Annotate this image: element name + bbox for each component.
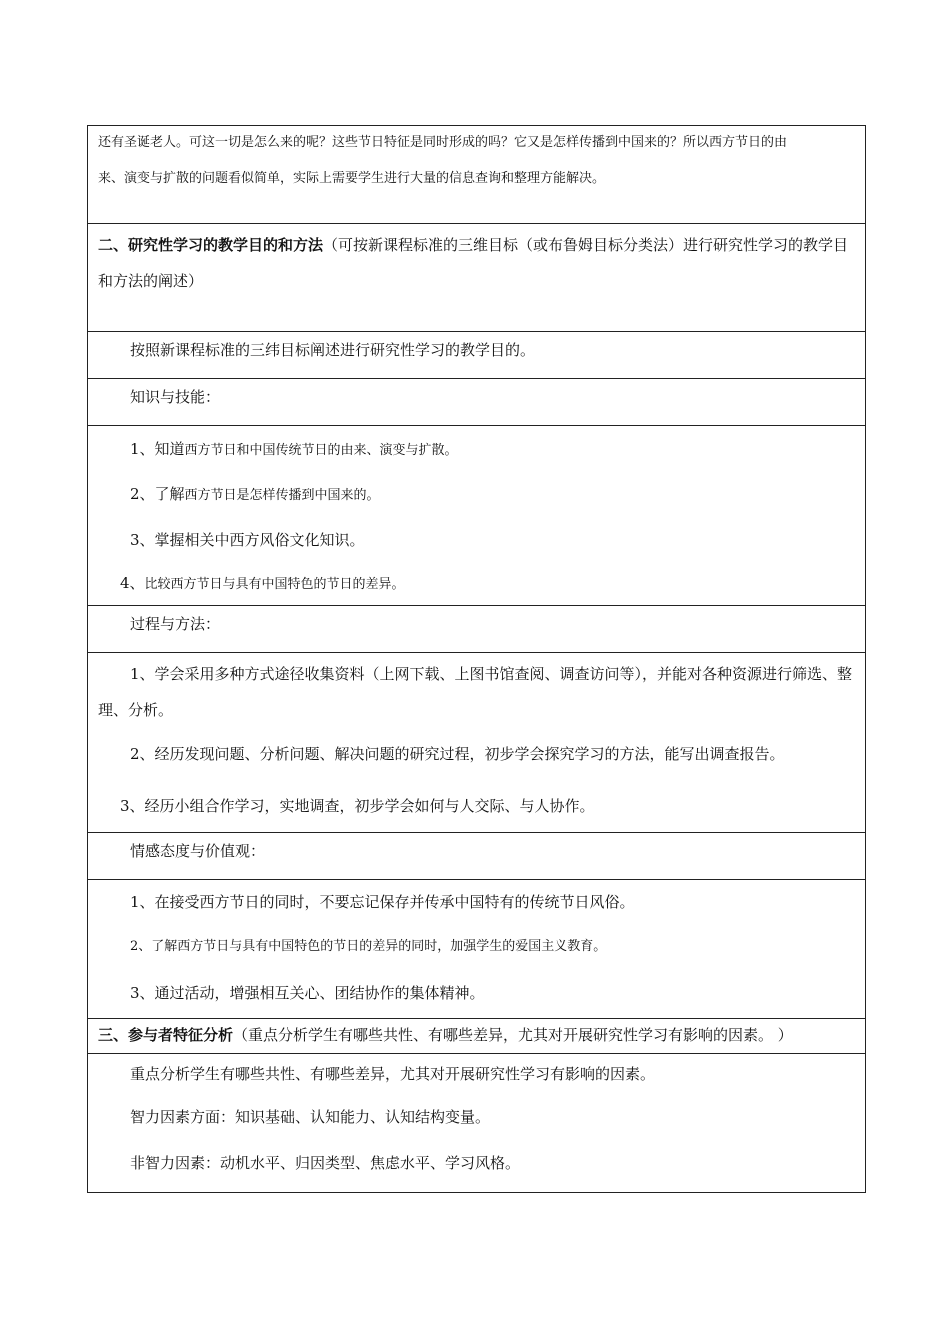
knowledge-item-1-rest: 西方节日和中国传统节日的由来、演变与扩散。	[184, 443, 458, 458]
section2-intro-row	[88, 332, 866, 379]
emotion-item-2: 2、了解西方节日与具有中国特色的节日的差异的同时，加强学生的爱国主义教育。	[130, 939, 607, 954]
process-title: 过程与方法：	[130, 615, 221, 633]
knowledge-item-3-lead: 3、掌握相关中西方风俗文化知识。	[130, 531, 365, 549]
intro-row	[88, 126, 866, 224]
knowledge-item-1	[98, 428, 855, 472]
emotion-items-cell	[88, 880, 866, 1019]
section3-items-cell	[88, 1054, 866, 1193]
section3-heading	[98, 1019, 855, 1051]
process-title-row	[88, 606, 866, 653]
emotion-title-row	[88, 833, 866, 880]
section3-item-3: 非智力因素：动机水平、归因类型、焦虑水平、学习风格。	[130, 1154, 521, 1172]
emotion-item-1: 1、在接受西方节日的同时，不要忘记保存并传承中国特有的传统节日风俗。	[130, 893, 635, 911]
process-item-1: 1、学会采用多种方式途径收集资料（上网下载、上图书馆查阅、调查访问等），并能对各种资源进行筛选、整理、分析。	[98, 665, 853, 719]
knowledge-title-cell	[88, 379, 866, 426]
knowledge-items-cell	[88, 426, 866, 606]
knowledge-title-row	[88, 379, 866, 426]
emotion-title: 情感态度与价值观：	[130, 842, 266, 860]
lesson-plan-table	[87, 125, 866, 1193]
emotion-item-3: 3、通过活动，增强相互关心、团结协作的集体精神。	[130, 984, 485, 1002]
section2-intro-text: 按照新课程标准的三纬目标阐述进行研究性学习的教学目的。	[130, 341, 536, 359]
knowledge-item-2-lead: 2、了解	[130, 485, 185, 503]
process-items-row	[88, 653, 866, 833]
process-title-cell	[88, 606, 866, 653]
section3-heading-cell	[88, 1019, 866, 1054]
process-item-3: 3、经历小组合作学习，实地调查，初步学会如何与人交际、与人协作。	[120, 797, 595, 815]
section2-heading-row	[88, 224, 866, 332]
emotion-items-row	[88, 880, 866, 1019]
knowledge-item-2	[98, 472, 855, 518]
section3-item-1: 重点分析学生有哪些共性、有哪些差异，尤其对开展研究性学习有影响的因素。	[130, 1065, 656, 1083]
section2-heading	[98, 227, 855, 299]
knowledge-item-2-rest: 西方节日是怎样传播到中国来的。	[184, 488, 380, 503]
section3-heading-bold: 三、参与者特征分析	[98, 1026, 234, 1044]
intro-line-1: 还有圣诞老人。可这一切是怎么来的呢？这些节日特征是同时形成的吗？它又是怎样传播到中国来的？所以西方节日的由	[98, 135, 788, 150]
section3-heading-row	[88, 1019, 866, 1054]
knowledge-item-3	[98, 518, 855, 563]
knowledge-items-row	[88, 426, 866, 606]
section2-heading-note: （可按新课程标准的三维目标（或布鲁姆目标分类法）进行研究性学习的教学目和方法的阐述）	[98, 236, 849, 290]
section3-items-row	[88, 1054, 866, 1193]
section3-item-2: 智力因素方面：知识基础、认知能力、认知结构变量。	[130, 1108, 491, 1126]
intro-line-2: 来、演变与扩散的问题看似简单，实际上需要学生进行大量的信息查询和整理方能解决。	[98, 171, 606, 186]
emotion-title-cell	[88, 833, 866, 880]
section2-intro-cell	[88, 332, 866, 379]
section3-heading-note: （重点分析学生有哪些共性、有哪些差异，尤其对开展研究性学习有影响的因素。 ）	[233, 1026, 793, 1044]
process-item-2: 2、经历发现问题、分析问题、解决问题的研究过程，初步学会探究学习的方法，能写出调查报告。	[130, 745, 785, 763]
process-items-cell	[88, 653, 866, 833]
intro-cell	[88, 126, 866, 224]
knowledge-item-1-lead: 1、知道	[130, 440, 185, 458]
knowledge-item-4	[98, 563, 855, 605]
section2-heading-bold: 二、研究性学习的教学目的和方法	[98, 236, 324, 254]
section2-heading-cell	[88, 224, 866, 332]
knowledge-item-4-rest: 比较西方节日与具有中国特色的节日的差异。	[144, 577, 405, 592]
knowledge-item-4-lead: 4、	[120, 574, 145, 592]
knowledge-title: 知识与技能：	[130, 388, 221, 406]
